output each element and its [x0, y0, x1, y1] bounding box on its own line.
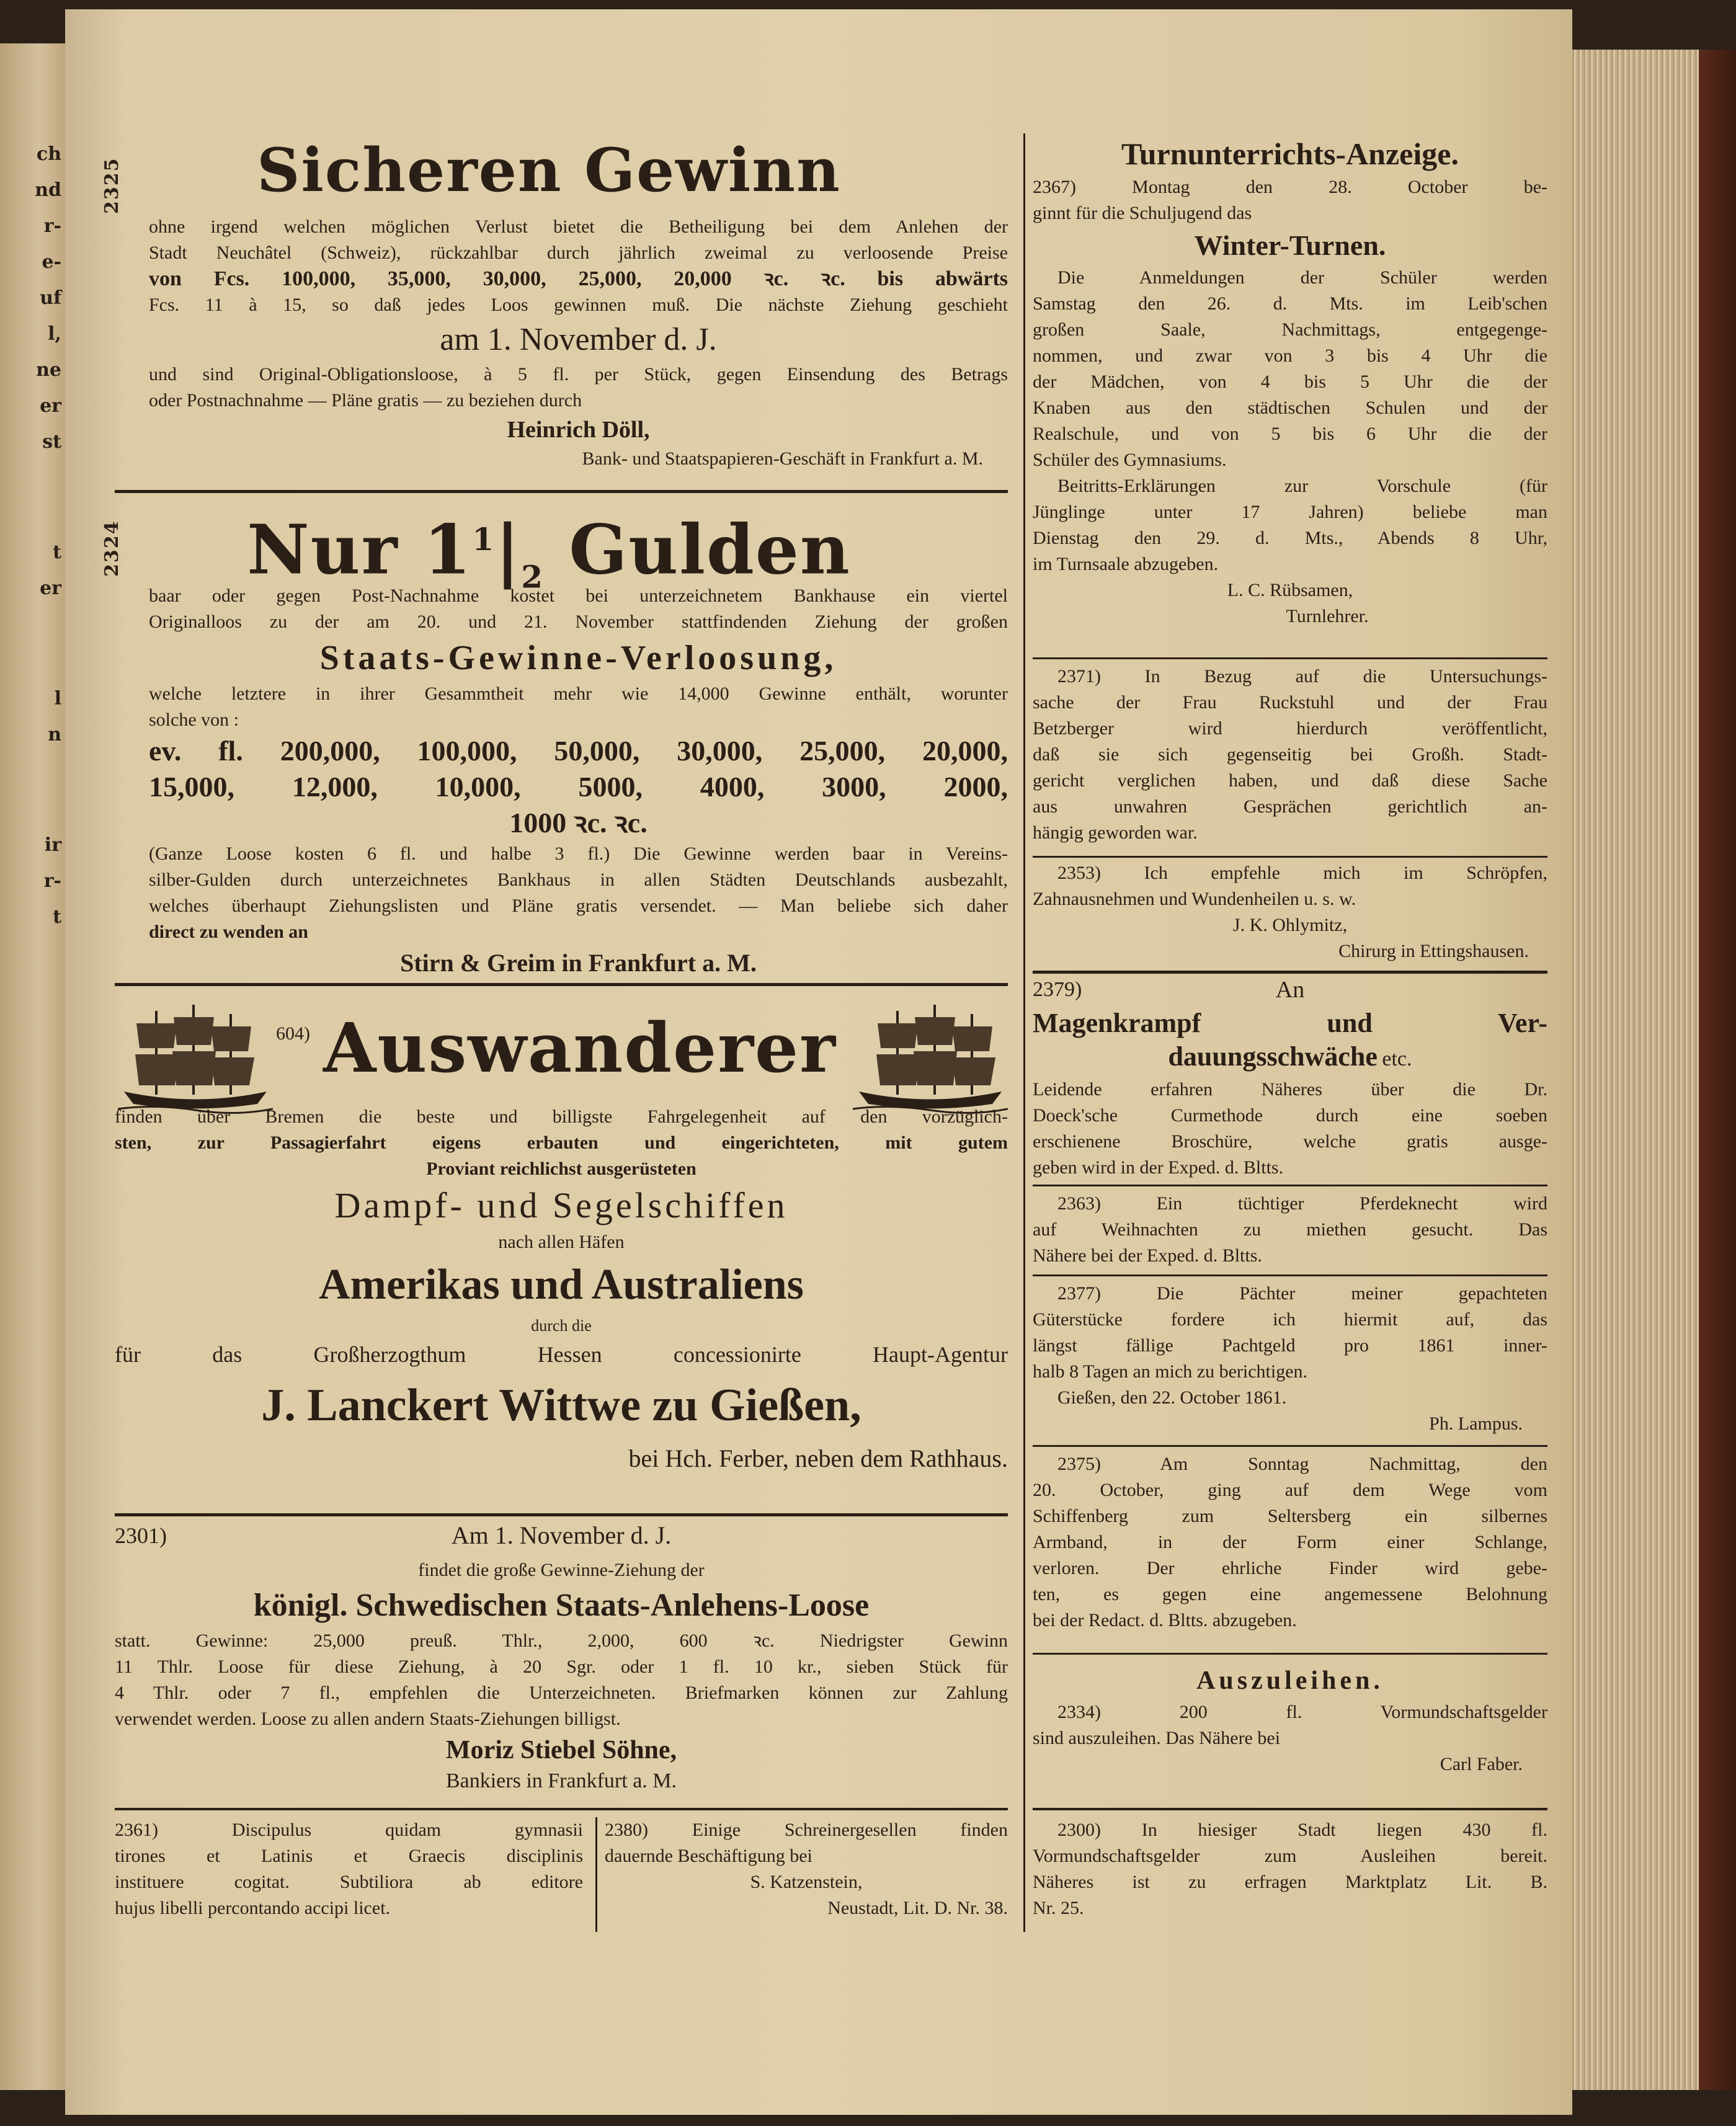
- ad-2371: [1033, 664, 1547, 846]
- text-line: ohne irgend welchen möglichen Verlust bietet die Betheiligung bei dem Anlehen der: [149, 216, 1008, 237]
- text-line: 2334) 200 fl. Vormundschaftsgelder: [1057, 1702, 1547, 1722]
- text-line: sache der Frau Ruckstuhl und der Frau: [1033, 692, 1547, 713]
- text-line: nach allen Häfen: [498, 1232, 625, 1252]
- signer: S. Katzenstein,: [750, 1872, 863, 1892]
- headline: Winter-Turnen.: [1194, 229, 1386, 261]
- divider: [115, 983, 1008, 986]
- text-line: Beitritts-Erklärungen zur Vorschule (für: [1057, 476, 1547, 496]
- text-line: Vormundschaftsgelder zum Ausleihen bereit.: [1033, 1846, 1547, 1866]
- text-line: tirones et Latinis et Graecis disciplinis: [115, 1846, 583, 1866]
- ad-body: [115, 1104, 1008, 1479]
- ad-title: Nur $1^1|_2$ Gulden: [247, 509, 851, 595]
- text-line: instituere cogitat. Subtiliora ab editore: [115, 1872, 583, 1892]
- text-line: oder Postnachnahme — Pläne gratis — zu beziehen durch: [149, 390, 582, 411]
- text-line: Jünglinge unter 17 Jahren) beliebe man: [1033, 502, 1547, 522]
- text-line: Doeck'sche Curmethode durch eine soeben: [1033, 1105, 1547, 1126]
- fragment-text: st: [42, 431, 61, 453]
- divider: [1033, 1274, 1547, 1276]
- text-line: verloren. Der ehrliche Finder wird gebe-: [1033, 1558, 1547, 1578]
- text-line: gericht verglichen haben, und daß diese Sache: [1033, 770, 1547, 791]
- text-line: Betzberger wird hierdurch veröffentlicht,: [1033, 718, 1547, 739]
- ad-title: Turnunterrichts-Anzeige.: [1121, 136, 1459, 171]
- signer: J. K. Ohlymitz,: [1232, 915, 1348, 935]
- text-line: sind auszuleihen. Das Nähere bei: [1033, 1728, 1281, 1748]
- text-line: Stadt Neuchâtel (Schweiz), rückzahlbar durch jährlich zweimal zu verloosende Preise: [149, 242, 1008, 263]
- fragment-text: t: [53, 906, 61, 928]
- ad-number: 604): [276, 1023, 310, 1044]
- text-line: An: [1275, 977, 1305, 1003]
- text-line: silber-Gulden durch unterzeichnetes Bankhaus in allen Städten Deutschlands ausbezahlt,: [149, 870, 1008, 890]
- text-line: von Fcs. 100,000, 35,000, 30,000, 25,000, 20,000 ꝛc. ꝛc. bis abwärts: [149, 267, 1008, 290]
- divider: [1033, 657, 1547, 659]
- fragment-text: er: [40, 577, 61, 599]
- ad-2377: [1033, 1281, 1547, 1437]
- ad-2300: [1033, 1817, 1547, 1921]
- prize-line: 15,000, 12,000, 10,000, 5000, 4000, 3000, 2000,: [149, 771, 1008, 803]
- text-line: ten, es gegen eine angemessene Belohnung: [1033, 1584, 1547, 1604]
- fragment-text: r-: [43, 870, 61, 892]
- text-line: Armband, in der Form einer Schlange,: [1033, 1532, 1547, 1552]
- ad-number: 2325: [101, 157, 123, 214]
- signer: Stirn & Greim in Frankfurt a. M.: [400, 949, 757, 977]
- ships-headline: Dampf- und Segelschiffen: [334, 1185, 788, 1225]
- text-line: durch die: [531, 1317, 592, 1335]
- divider: [1033, 1808, 1547, 1810]
- text-line: dauernde Beschäftigung bei: [605, 1846, 812, 1866]
- prize-line: 1000 ꝛc. ꝛc.: [509, 807, 648, 838]
- place-date: Gießen, den 22. October 1861.: [1057, 1387, 1287, 1408]
- ad-title: königl. Schwedischen Staats-Anlehens-Loose: [253, 1588, 870, 1623]
- ad-2375: [1033, 1451, 1547, 1634]
- fragment-text: uf: [40, 287, 61, 309]
- text-line: 2375) Am Sonntag Nachmittag, den: [1057, 1454, 1547, 1474]
- text-line: im Turnsaale abzugeben.: [1033, 554, 1219, 574]
- signer: Heinrich Döll,: [507, 417, 650, 443]
- text-line: baar oder gegen Post-Nachnahme kostet bei unterzeichnetem Bankhause ein viertel: [149, 585, 1008, 606]
- text-line: 2300) In hiesiger Stadt liegen 430 fl.: [1057, 1820, 1547, 1840]
- firm-headline: J. Lanckert Wittwe zu Gießen,: [261, 1380, 861, 1431]
- fraction-top: 1: [472, 521, 496, 558]
- text-line: 2367) Montag den 28. October be-: [1033, 177, 1547, 197]
- fragment-text: nd: [35, 179, 61, 201]
- text-line: (Ganze Loose kosten 6 fl. und halbe 3 fl.) Die Gewinne werden baar in Vereins-: [149, 843, 1008, 864]
- right-column: [1033, 9, 1547, 2115]
- text-line: 2377) Die Pächter meiner gepachteten: [1057, 1283, 1547, 1304]
- prize-line: ev. fl. 200,000, 100,000, 50,000, 30,000, 25,000, 20,000,: [149, 735, 1008, 767]
- text-line: erschienene Broschüre, welche gratis ausge-: [1033, 1131, 1547, 1152]
- divider: [115, 490, 1008, 493]
- text-line: Knaben aus den städtischen Schulen und der: [1033, 398, 1547, 418]
- text-line: 2363) Ein tüchtiger Pferdeknecht wird: [1057, 1193, 1547, 1214]
- signer-sub: Neustadt, Lit. D. Nr. 38.: [827, 1898, 1008, 1918]
- address-line: bei Hch. Ferber, neben dem Rathhaus.: [628, 1444, 1008, 1472]
- text-line: Fcs. 11 à 15, so daß jedes Loos gewinnen muß. Die nächste Ziehung geschieht: [149, 295, 1008, 315]
- fragment-text: er: [40, 395, 61, 417]
- ship-left-icon: [118, 999, 273, 1116]
- text-line: 2371) In Bezug auf die Untersuchungs-: [1057, 666, 1547, 687]
- headline: Staats-Gewinne-Verloosung,: [319, 639, 837, 677]
- divider: [1033, 1653, 1547, 1655]
- ad-2334: [1033, 1662, 1547, 1777]
- ad-number: 2301): [115, 1523, 167, 1548]
- headline: dauungsschwäche: [1168, 1041, 1378, 1072]
- divider: [595, 1817, 597, 1932]
- section-heading: Auszuleihen.: [1196, 1666, 1384, 1695]
- divider: [1033, 971, 1547, 974]
- newspaper-page: [65, 9, 1572, 2115]
- signer: Carl Faber.: [1440, 1754, 1523, 1774]
- text-line: etc.: [1382, 1047, 1412, 1070]
- text-line: nommen, und zwar von 3 bis 4 Uhr die: [1033, 345, 1547, 366]
- text-line: Zahnausnehmen und Wundenheilen u. s. w.: [1033, 889, 1356, 909]
- signer-sub: Bank- und Staatspapieren-Geschäft in Frankfurt a. M.: [582, 448, 983, 469]
- divider: [1033, 1185, 1547, 1186]
- ad-2361: [115, 1817, 583, 1921]
- signer: Moriz Stiebel Söhne,: [445, 1736, 677, 1764]
- text-line: hängig geworden war.: [1033, 822, 1198, 843]
- fragment-text: l: [54, 688, 61, 709]
- text-line: 2353) Ich empfehle mich im Schröpfen,: [1057, 863, 1547, 883]
- signer-sub: Turnlehrer.: [1286, 606, 1369, 626]
- ad-2367: [1033, 133, 1547, 629]
- ad-title: Sicheren Gewinn: [257, 135, 841, 205]
- divider: [1033, 1445, 1547, 1447]
- fragment-text: ir: [44, 834, 61, 856]
- text-line: halb 8 Tagen an mich zu berichtigen.: [1033, 1361, 1308, 1382]
- text-line: 11 Thlr. Loose für diese Ziehung, à 20 Sgr. oder 1 fl. 10 kr., sieben Stück für: [115, 1657, 1008, 1677]
- ad-body: [115, 1523, 1008, 1794]
- text-line: Originalloos zu der am 20. und 21. November stattfindenden Ziehung der großen: [149, 612, 1008, 632]
- ship-right-icon: [853, 999, 1008, 1116]
- ad-2363: [1033, 1191, 1547, 1269]
- text-line: längst fällige Pachtgeld pro 1861 inner-: [1033, 1335, 1547, 1356]
- headline-row: [1033, 1040, 1547, 1077]
- left-column: [90, 9, 1008, 2115]
- divider: [1033, 856, 1547, 858]
- date-line: am 1. November d. J.: [440, 322, 717, 357]
- text-line: und sind Original-Obligationsloose, à 5 fl. per Stück, gegen Einsendung des Betrags: [149, 364, 1008, 385]
- text-line: Nr. 25.: [1033, 1898, 1084, 1918]
- text-line: Samstag den 26. d. Mts. im Leib'schen: [1033, 293, 1547, 314]
- fragment-text: n: [48, 724, 61, 745]
- text-line: Proviant reichlichst ausgerüsteten: [426, 1159, 697, 1179]
- text-line: auf Weihnachten zu miethen gesucht. Das: [1033, 1219, 1547, 1240]
- text-line: ginnt für die Schuljugend das: [1033, 203, 1252, 223]
- signer: L. C. Rübsamen,: [1227, 580, 1353, 600]
- column-divider: [1023, 133, 1025, 1932]
- text-line: Die Anmeldungen der Schüler werden: [1057, 267, 1547, 288]
- fragment-text: e-: [42, 251, 61, 273]
- fragment-text: ch: [36, 143, 61, 165]
- title-part: Nur 1: [247, 509, 473, 590]
- signer-sub: Bankiers in Frankfurt a. M.: [445, 1769, 677, 1792]
- ad-2353: [1033, 860, 1547, 964]
- date-line: Am 1. November d. J.: [451, 1523, 672, 1549]
- text-line: bei der Redact. d. Bltts. abzugeben.: [1033, 1610, 1297, 1630]
- headline: Magenkrampf und Ver-: [1033, 1008, 1547, 1038]
- text-line: Nähere bei der Exped. d. Bltts.: [1033, 1245, 1262, 1266]
- ad-body: [149, 214, 1008, 472]
- ad-2379: [1033, 977, 1547, 1181]
- fraction-bottom: 2: [521, 558, 545, 595]
- left-page-fragment: [35, 136, 61, 935]
- text-line: welches überhaupt Ziehungslisten und Pläne gratis versendet. — Man beliebe sich daher: [149, 896, 1008, 916]
- dest-headline: Amerikas und Australiens: [319, 1261, 804, 1309]
- text-line: geben wird in der Exped. d. Bltts.: [1033, 1157, 1284, 1178]
- fragment-text: t: [53, 541, 61, 563]
- title-part: Gulden: [569, 509, 851, 590]
- text-line: sten, zur Passagierfahrt eigens erbauten und eingerichteten, mit gutem: [115, 1132, 1008, 1153]
- text-line: Realschule, und von 5 bis 6 Uhr die der: [1033, 424, 1547, 444]
- text-line: statt. Gewinne: 25,000 preuß. Thlr., 2,000, 600 ꝛc. Niedrigster Gewinn: [115, 1630, 1008, 1651]
- text-line: verwendet werden. Loose zu allen andern Staats-Ziehungen billigst.: [115, 1709, 621, 1729]
- signer: Ph. Lampus.: [1429, 1413, 1523, 1434]
- fragment-text: r-: [43, 215, 61, 237]
- text-line: hujus libelli percontando accipi licet.: [115, 1898, 391, 1918]
- text-line: 2361) Discipulus quidam gymnasii: [115, 1820, 583, 1840]
- text-line: der Mädchen, von 4 bis 5 Uhr die der: [1033, 371, 1547, 392]
- text-line: aus unwahren Gesprächen gerichtlich an-: [1033, 796, 1547, 817]
- ad-2380: [605, 1817, 1008, 1921]
- agency-line: für das Großherzogthum Hessen concessionirte Haupt-Agentur: [115, 1342, 1008, 1367]
- text-line: daß sie sich gegenseitig bei Großh. Stadt-: [1033, 744, 1547, 765]
- divider: [115, 1808, 1008, 1810]
- text-line: solche von :: [149, 709, 239, 730]
- text-line: 20. October, ging auf dem Wege vom: [1033, 1480, 1547, 1500]
- book-edge: [1572, 50, 1736, 2090]
- text-line: großen Saale, Nachmittags, entgegenge-: [1033, 319, 1547, 340]
- ad-number: 2324: [101, 520, 123, 577]
- text-line: direct zu wenden an: [149, 922, 308, 942]
- text-line: Güterstücke fordere ich hiermit auf, das: [1033, 1309, 1547, 1330]
- text-line: finden über Bremen die beste und billigste Fahrgelegenheit auf den vorzüglich-: [115, 1106, 1008, 1127]
- text-line: Schüler des Gymnasiums.: [1033, 450, 1227, 470]
- signer-sub: Chirurg in Ettingshausen.: [1338, 941, 1529, 961]
- text-line: Leidende erfahren Näheres über die Dr.: [1033, 1079, 1547, 1100]
- ad-body: [149, 583, 1008, 981]
- text-line: welche letztere in ihrer Gesammtheit mehr wie 14,000 Gewinne enthält, worunter: [149, 683, 1008, 704]
- ad-number: 2379): [1033, 978, 1082, 1001]
- text-line: 2380) Einige Schreinergesellen finden: [605, 1820, 1008, 1840]
- fragment-text: ne: [36, 359, 61, 381]
- text-line: 4 Thlr. oder 7 fl., empfehlen die Unterzeichneten. Briefmarken können zur Zahlung: [115, 1683, 1008, 1703]
- fragment-text: l,: [48, 323, 61, 345]
- text-line: findet die große Gewinne-Ziehung der: [418, 1560, 705, 1580]
- text-line: Schiffenberg zum Seltersberg ein silbernes: [1033, 1506, 1547, 1526]
- text-line: Näheres ist zu erfragen Marktplatz Lit. B.: [1033, 1872, 1547, 1892]
- text-line: Dienstag den 29. d. Mts., Abends 8 Uhr,: [1033, 528, 1547, 548]
- ad-title: Auswanderer: [323, 1008, 837, 1088]
- divider: [115, 1513, 1008, 1516]
- left-page-edge: [0, 43, 66, 2090]
